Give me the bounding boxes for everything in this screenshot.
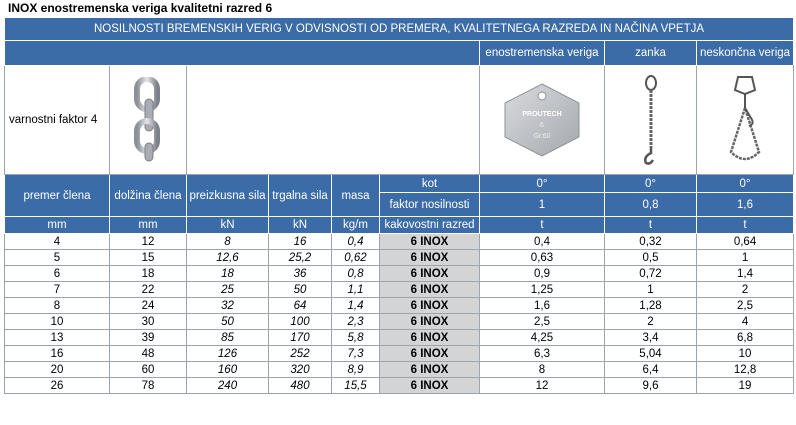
unit-loop: t — [605, 217, 697, 234]
cell-capacity-single: 6,3 — [480, 346, 605, 362]
units-row — [5, 217, 794, 234]
cell-capacity-loop: 1,28 — [605, 298, 697, 314]
loop-image — [697, 66, 794, 175]
angle-row — [5, 175, 794, 193]
table-title: NOSILNOSTI BREMENSKIH VERIG V ODVISNOSTI OD PREMERA, KVALITETNEGA RAZREDA IN NAČINA VPETJA — [5, 18, 794, 41]
cell-mass: 8,9 — [332, 362, 380, 378]
unit-length: mm — [110, 217, 187, 234]
cell-diameter: 16 — [5, 346, 110, 362]
cell-capacity-loop: 2 — [605, 314, 697, 330]
tag-grade-text: Gr.60 — [533, 133, 551, 140]
cell-diameter: 4 — [5, 234, 110, 250]
cell-breaking-force: 320 — [269, 362, 332, 378]
image-row — [5, 66, 794, 175]
cell-mass: 7,3 — [332, 346, 380, 362]
cell-capacity-loop: 0,5 — [605, 250, 697, 266]
cell-capacity-loop: 9,6 — [605, 378, 697, 394]
cell-mass: 1,1 — [332, 282, 380, 298]
table-row — [5, 234, 794, 250]
cell-capacity-endless: 6,8 — [697, 330, 794, 346]
table-title-row — [5, 18, 794, 41]
cell-quality-class: 6 INOX — [380, 266, 480, 282]
cell-breaking-force: 170 — [269, 330, 332, 346]
cell-quality-class: 6 INOX — [380, 250, 480, 266]
cell-capacity-single: 8 — [480, 362, 605, 378]
cell-capacity-loop: 5,04 — [605, 346, 697, 362]
table-row — [5, 378, 794, 394]
cell-diameter: 5 — [5, 250, 110, 266]
image-row-blank — [187, 66, 480, 175]
cell-capacity-endless: 2 — [697, 282, 794, 298]
angle-value-endless: 0° — [697, 175, 794, 193]
cell-breaking-force: 16 — [269, 234, 332, 250]
cell-quality-class: 6 INOX — [380, 378, 480, 394]
config-header-row — [5, 41, 794, 66]
cell-length: 24 — [110, 298, 187, 314]
cell-diameter: 8 — [5, 298, 110, 314]
cell-capacity-loop: 0,72 — [605, 266, 697, 282]
factor-value-endless: 1,6 — [697, 193, 794, 217]
config-header-single: enostremenska veriga — [480, 41, 605, 66]
cell-length: 18 — [110, 266, 187, 282]
cell-test-force: 25 — [187, 282, 269, 298]
unit-mass: kg/m — [332, 217, 380, 234]
cell-length: 78 — [110, 378, 187, 394]
cell-breaking-force: 100 — [269, 314, 332, 330]
cell-quality-class: 6 INOX — [380, 282, 480, 298]
table-row — [5, 330, 794, 346]
cell-quality-class: 6 INOX — [380, 346, 480, 362]
cell-test-force: 240 — [187, 378, 269, 394]
cell-mass: 1,4 — [332, 298, 380, 314]
cell-capacity-single: 1,6 — [480, 298, 605, 314]
cell-breaking-force: 50 — [269, 282, 332, 298]
col-header-breaking-force: trgalna sila — [269, 175, 332, 217]
safety-factor-label: varnostni faktor 4 — [5, 66, 110, 175]
cell-length: 15 — [110, 250, 187, 266]
config-header-loop: zanka — [605, 41, 697, 66]
cell-capacity-endless: 10 — [697, 346, 794, 362]
cell-diameter: 26 — [5, 378, 110, 394]
cell-mass: 15,5 — [332, 378, 380, 394]
table-row — [5, 298, 794, 314]
col-header-test-force: preizkusna sila — [187, 175, 269, 217]
chain-links-icon — [131, 77, 165, 163]
unit-test-force: kN — [187, 217, 269, 234]
cell-breaking-force: 25,2 — [269, 250, 332, 266]
factor-value-single: 1 — [480, 193, 605, 217]
cell-breaking-force: 252 — [269, 346, 332, 362]
single-leg-image — [605, 66, 697, 175]
col-header-mass: masa — [332, 175, 380, 217]
cell-test-force: 50 — [187, 314, 269, 330]
cell-capacity-loop: 0,32 — [605, 234, 697, 250]
angle-value-single: 0° — [480, 175, 605, 193]
cell-capacity-endless: 1 — [697, 250, 794, 266]
cell-test-force: 18 — [187, 266, 269, 282]
grade-tag-icon — [501, 82, 583, 158]
cell-length: 39 — [110, 330, 187, 346]
config-header-spacer — [5, 41, 480, 66]
cell-mass: 0,62 — [332, 250, 380, 266]
quality-class-label: kakovostni razred — [380, 217, 480, 234]
cell-capacity-endless: 2,5 — [697, 298, 794, 314]
cell-mass: 5,8 — [332, 330, 380, 346]
cell-diameter: 7 — [5, 282, 110, 298]
table-row — [5, 266, 794, 282]
cell-capacity-single: 1,25 — [480, 282, 605, 298]
cell-diameter: 13 — [5, 330, 110, 346]
cell-capacity-single: 2,5 — [480, 314, 605, 330]
cell-capacity-single: 12 — [480, 378, 605, 394]
cell-quality-class: 6 INOX — [380, 298, 480, 314]
cell-length: 22 — [110, 282, 187, 298]
cell-capacity-single: 0,4 — [480, 234, 605, 250]
loop-chain-icon — [725, 74, 765, 166]
cell-test-force: 8 — [187, 234, 269, 250]
single-leg-chain-icon — [636, 75, 666, 165]
cell-capacity-endless: 12,8 — [697, 362, 794, 378]
table-row — [5, 314, 794, 330]
col-header-diameter: premer člena — [5, 175, 110, 217]
angle-label: kot — [380, 175, 480, 193]
angle-value-loop: 0° — [605, 175, 697, 193]
unit-endless: t — [697, 217, 794, 234]
tag-code-text: 6 — [540, 122, 544, 129]
cell-capacity-single: 0,63 — [480, 250, 605, 266]
cell-breaking-force: 480 — [269, 378, 332, 394]
cell-mass: 0,4 — [332, 234, 380, 250]
cell-capacity-endless: 1,4 — [697, 266, 794, 282]
cell-breaking-force: 64 — [269, 298, 332, 314]
tag-brand-text: PROUTECH — [522, 111, 562, 118]
cell-capacity-endless: 19 — [697, 378, 794, 394]
cell-capacity-endless: 4 — [697, 314, 794, 330]
factor-value-loop: 0,8 — [605, 193, 697, 217]
table-row — [5, 346, 794, 362]
unit-diameter: mm — [5, 217, 110, 234]
cell-capacity-loop: 1 — [605, 282, 697, 298]
cell-diameter: 6 — [5, 266, 110, 282]
cell-diameter: 10 — [5, 314, 110, 330]
cell-capacity-loop: 3,4 — [605, 330, 697, 346]
cell-capacity-single: 0,9 — [480, 266, 605, 282]
table-row — [5, 362, 794, 378]
cell-mass: 0,8 — [332, 266, 380, 282]
col-header-length: dolžina člena — [110, 175, 187, 217]
cell-mass: 2,3 — [332, 314, 380, 330]
cell-length: 12 — [110, 234, 187, 250]
cell-quality-class: 6 INOX — [380, 330, 480, 346]
cell-test-force: 85 — [187, 330, 269, 346]
chain-link-image — [110, 66, 187, 175]
unit-breaking-force: kN — [269, 217, 332, 234]
unit-single: t — [480, 217, 605, 234]
table-body — [5, 234, 794, 394]
cell-capacity-single: 4,25 — [480, 330, 605, 346]
cell-test-force: 160 — [187, 362, 269, 378]
cell-length: 30 — [110, 314, 187, 330]
document-title: INOX enostremenska veriga kvalitetni razred 6 — [8, 1, 273, 15]
table-row — [5, 250, 794, 266]
cell-length: 48 — [110, 346, 187, 362]
cell-diameter: 20 — [5, 362, 110, 378]
cell-capacity-endless: 0,64 — [697, 234, 794, 250]
cell-breaking-force: 36 — [269, 266, 332, 282]
cell-test-force: 32 — [187, 298, 269, 314]
cell-test-force: 12,6 — [187, 250, 269, 266]
capacity-table — [4, 17, 794, 394]
cell-quality-class: 6 INOX — [380, 234, 480, 250]
table-row — [5, 282, 794, 298]
cell-length: 60 — [110, 362, 187, 378]
grade-tag-image — [480, 66, 605, 175]
cell-quality-class: 6 INOX — [380, 314, 480, 330]
cell-quality-class: 6 INOX — [380, 362, 480, 378]
cell-test-force: 126 — [187, 346, 269, 362]
cell-capacity-loop: 6,4 — [605, 362, 697, 378]
config-header-endless: neskončna veriga — [697, 41, 794, 66]
factor-label: faktor nosilnosti — [380, 193, 480, 217]
